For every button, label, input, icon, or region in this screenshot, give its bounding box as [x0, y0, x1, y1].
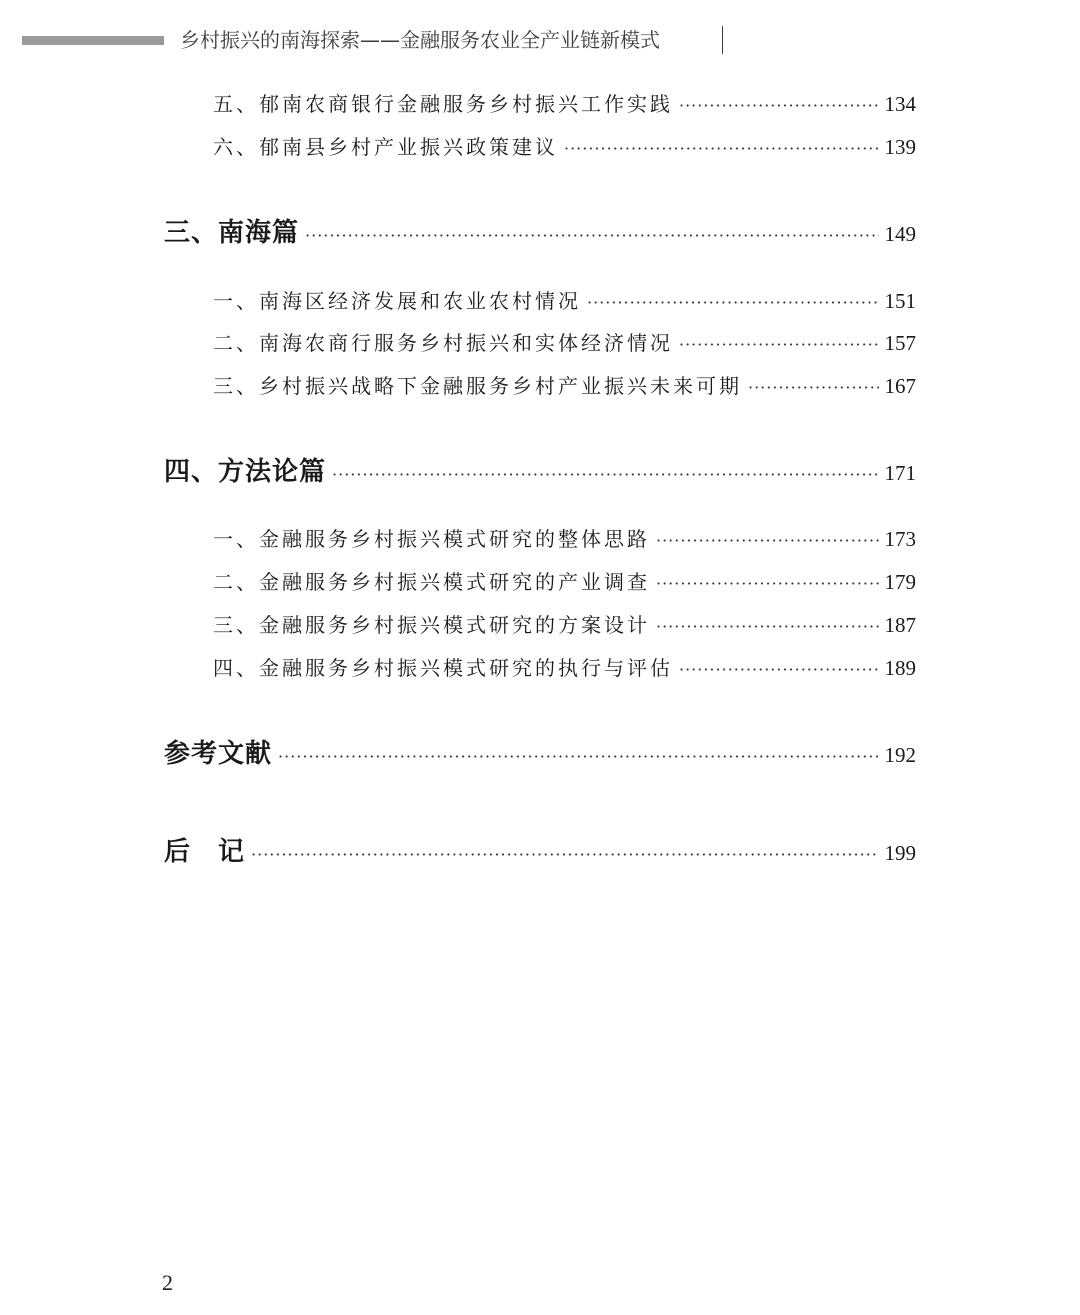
- toc-entry-page: 157: [884, 331, 916, 355]
- toc-entry-page: 167: [884, 374, 916, 398]
- toc-part-title: 四、方法论篇: [164, 457, 327, 487]
- toc-leader-dots: [251, 845, 878, 864]
- toc-entry: [213, 88, 916, 122]
- toc-entry: [213, 523, 916, 557]
- toc-part-page: 149: [884, 222, 916, 246]
- toc-entry: [213, 609, 916, 643]
- toc-entry-page: 187: [884, 613, 916, 637]
- toc-entry-title: 四、金融服务乡村振兴模式研究的执行与评估: [213, 656, 673, 680]
- toc-leader-dots: [587, 293, 879, 312]
- toc-part-title: 后 记: [164, 837, 246, 867]
- toc-entry-page: 134: [884, 92, 916, 116]
- toc-entry: [213, 566, 916, 600]
- toc-entry-title: 三、金融服务乡村振兴模式研究的方案设计: [213, 613, 650, 637]
- toc-part-entry: [164, 831, 916, 871]
- toc-part-entry: [164, 451, 916, 491]
- toc-leader-dots: [278, 747, 878, 766]
- header-divider: [722, 26, 723, 54]
- toc-part-title: 参考文献: [164, 739, 273, 769]
- toc-leader-dots: [748, 378, 879, 397]
- toc-part-entry: [164, 212, 916, 252]
- toc-leader-dots: [305, 226, 878, 245]
- toc-entry-page: 179: [884, 570, 916, 594]
- toc-leader-dots: [679, 96, 879, 115]
- toc-part-page: 192: [884, 743, 916, 767]
- toc-part-page: 171: [884, 461, 916, 485]
- toc-entry-title: 六、郁南县乡村产业振兴政策建议: [213, 135, 558, 159]
- toc-part-page: 199: [884, 841, 916, 865]
- toc-entry-title: 二、金融服务乡村振兴模式研究的产业调查: [213, 570, 650, 594]
- toc-entry: [213, 285, 916, 319]
- toc-entry-title: 三、乡村振兴战略下金融服务乡村产业振兴未来可期: [213, 374, 742, 398]
- toc-part-title: 三、南海篇: [164, 218, 300, 248]
- toc-part-entry: [164, 733, 916, 773]
- toc-leader-dots: [332, 465, 878, 484]
- toc-entry-title: 二、南海农商行服务乡村振兴和实体经济情况: [213, 331, 673, 355]
- running-header-title: 乡村振兴的南海探索——金融服务农业全产业链新模式: [180, 28, 660, 52]
- page-number: 2: [162, 1270, 173, 1295]
- toc-leader-dots: [679, 660, 879, 679]
- toc-entry: [213, 327, 916, 361]
- toc-entry: [213, 131, 916, 165]
- toc-entry-title: 五、郁南农商银行金融服务乡村振兴工作实践: [213, 92, 673, 116]
- toc-leader-dots: [656, 574, 879, 593]
- toc-entry-page: 151: [884, 289, 916, 313]
- toc-entry: [213, 652, 916, 686]
- toc-entry-title: 一、金融服务乡村振兴模式研究的整体思路: [213, 527, 650, 551]
- toc-entry-page: 173: [884, 527, 916, 551]
- toc-leader-dots: [679, 335, 879, 354]
- toc-entry-page: 189: [884, 656, 916, 680]
- toc-leader-dots: [656, 531, 879, 550]
- toc-leader-dots: [564, 139, 879, 158]
- toc-leader-dots: [656, 617, 879, 636]
- header-decoration-bar: [22, 36, 164, 45]
- toc-entry-title: 一、南海区经济发展和农业农村情况: [213, 289, 581, 313]
- toc-entry: [213, 370, 916, 404]
- toc-entry-page: 139: [884, 135, 916, 159]
